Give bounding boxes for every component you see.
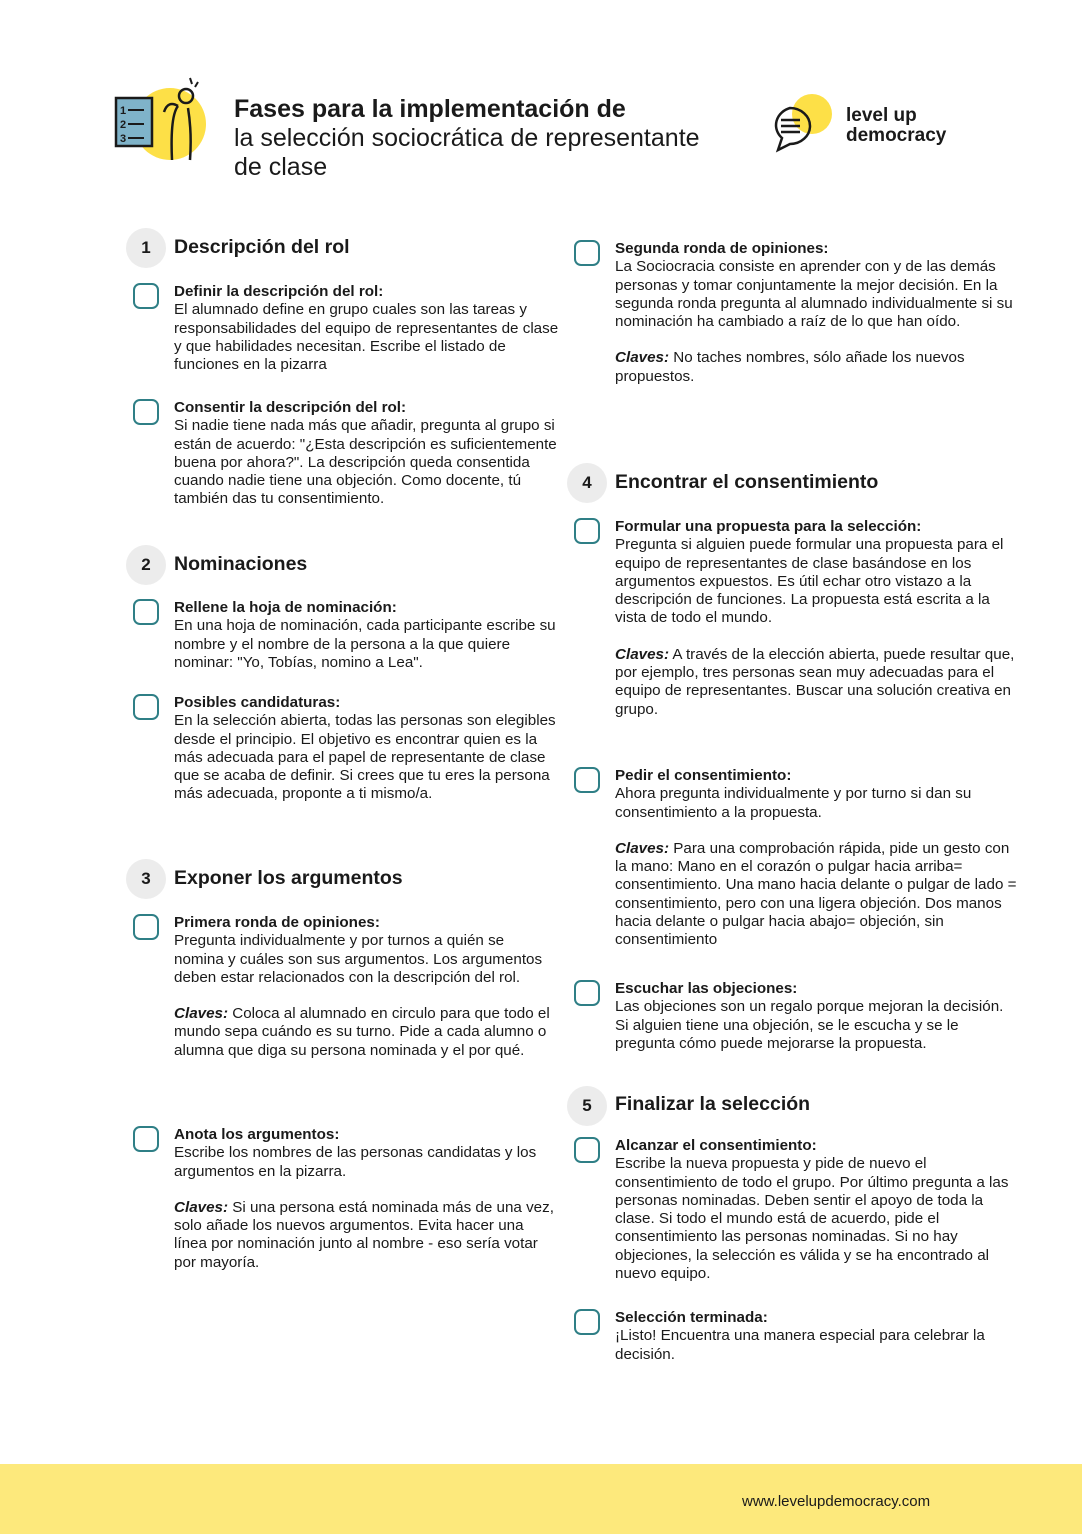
claves-note	[615, 349, 1020, 386]
checkbox[interactable]	[574, 767, 600, 793]
claves-note	[174, 1005, 554, 1060]
logo	[768, 92, 968, 156]
item-text: Escribe la nueva propuesta y pide de nuevo el consentimiento de todo el grupo. Por último pregunta a las personas nominadas. Deben sentir el apoyo de toda la clase. Si todo el mundo está de acuerdo, pide el consentimiento las personas nominadas. Si no hay objeciones, la selección es válida y se ha encontrado al nuevo equipo.	[615, 1155, 1009, 1283]
section-title: Finalizar la selección	[615, 1093, 811, 1115]
checkbox[interactable]	[574, 518, 600, 544]
section-number: 5	[567, 1086, 607, 1126]
svg-text:1: 1	[120, 105, 127, 117]
claves-note	[174, 1199, 559, 1272]
svg-text:3: 3	[120, 133, 127, 145]
section-number: 2	[126, 545, 166, 585]
claves-text: Para una comprobación rápida, pide un gesto con la mano: Mano en el corazón o pulgar hacia arriba= consentimiento. Una mano hacia delante o pulgar de lado = consentimiento, pero con una ligera objeción. Dos manos hacia delante o pulgar hacia abajo= objeción, sin consentimiento	[615, 839, 1017, 949]
section-title: Exponer los argumentos	[174, 867, 403, 889]
section-number: 3	[126, 859, 166, 899]
section-number: 4	[567, 463, 607, 503]
item-title: Primera ronda de opiniones:	[174, 914, 380, 931]
item-text: En una hoja de nominación, cada participante escribe su nombre y el nombre de la persona a la que quiere nominar: "Yo, Tobías, nomino a Lea".	[174, 617, 556, 671]
item-title: Segunda ronda de opiniones:	[615, 240, 829, 257]
checklist-person-icon	[112, 72, 208, 168]
title-line-2: la selección sociocrática de representante	[234, 124, 700, 152]
item-text: Ahora pregunta individualmente y por turno si dan su consentimiento a la propuesta.	[615, 785, 972, 821]
item-title: Anota los argumentos:	[174, 1126, 340, 1143]
item-title: Definir la descripción del rol:	[174, 283, 384, 300]
checkbox[interactable]	[574, 1309, 600, 1335]
checkbox[interactable]	[133, 399, 159, 425]
claves-label: Claves:	[615, 645, 670, 663]
item-text: Si nadie tiene nada más que añadir, pregunta al grupo si están de acuerdo: "¿Esta descripción es suficientemente buena por ahora?". La descripción queda consentida cuando nadie tiene una objeción. Como docente, tú también das tu consentimiento.	[174, 417, 557, 508]
claves-label: Claves:	[615, 349, 670, 367]
item-title: Consentir la descripción del rol:	[174, 399, 407, 416]
item-text: Escribe los nombres de las personas candidatas y los argumentos en la pizarra.	[174, 1144, 537, 1180]
section-title: Nominaciones	[174, 553, 308, 575]
section-title: Encontrar el consentimiento	[615, 471, 879, 493]
logo-text	[846, 106, 946, 146]
item-text: Pregunta individualmente y por turnos a quién se nomina y cuáles son sus argumentos. Los argumentos deben estar relacionados con la descripción del rol.	[174, 932, 543, 986]
claves-note	[615, 646, 1020, 719]
section-number: 1	[126, 228, 166, 268]
item-title: Pedir el consentimiento:	[615, 767, 792, 784]
svg-text:2: 2	[120, 119, 127, 131]
item-text: En la selección abierta, todas las personas son elegibles desde el principio. El objetivo es encontrar quien es la más adecuada para el papel de representante de clase que se acaba de definir. Si crees que tu eres la persona más adecuada, proponte a ti mismo/a.	[174, 712, 556, 803]
claves-label: Claves:	[174, 1005, 229, 1023]
item-text: El alumnado define en grupo cuales son las tareas y responsabilidades del equipo de representantes de clase y que habilidades necesitan. Escribe el listado de funciones en la pizarra	[174, 301, 559, 374]
item-title: Formular una propuesta para la selección:	[615, 518, 922, 535]
section-title: Descripción del rol	[174, 236, 350, 258]
page-title	[234, 94, 754, 182]
checkbox[interactable]	[574, 980, 600, 1006]
checkbox[interactable]	[133, 283, 159, 309]
item-title: Selección terminada:	[615, 1309, 768, 1326]
claves-text: Coloca al alumnado en circulo para que todo el mundo sepa cuándo es su turno. Pide a cada alumno o alumna que diga su persona nominada y el por qué.	[174, 1005, 550, 1059]
item-text: La Sociocracia consiste en aprender con y de las demás personas y tomar conjuntamente la mejor decisión. En la segunda ronda pregunta al alumnado individualmente si su nominación ha cambiado a raíz de lo que han oído.	[615, 258, 1013, 331]
item-text: Pregunta si alguien puede formular una propuesta para el equipo de representantes de clase basándose en los argumentos expuestos. Es útil echar otro vistazo a la descripción de funciones. La propuesta está escrita a la vista de todo el mundo.	[615, 536, 1004, 627]
footer-bar	[0, 1464, 1082, 1534]
checkbox[interactable]	[133, 694, 159, 720]
claves-text: No taches nombres, sólo añade los nuevos propuestos.	[615, 349, 965, 385]
item-text: ¡Listo! Encuentra una manera especial para celebrar la decisión.	[615, 1327, 985, 1363]
item-title: Rellene la hoja de nominación:	[174, 599, 397, 616]
item-text: Las objeciones son un regalo porque mejoran la decisión. Si alguien tiene una objeción, se le escucha y se le pregunta cómo puede mejorarse la propuesta.	[615, 998, 1004, 1052]
checkbox[interactable]	[574, 240, 600, 266]
claves-note	[615, 840, 1020, 950]
speech-bubble-icon	[768, 92, 838, 156]
title-line-3: de clase	[234, 153, 328, 181]
checkbox[interactable]	[133, 599, 159, 625]
claves-text: Si una persona está nominada más de una vez, solo añade los nuevos argumentos. Evita hacer una línea por nominación junto al nombre - eso sería votar por mayoría.	[174, 1198, 554, 1271]
logo-line-2: democracy	[846, 125, 947, 146]
item-title: Posibles candidaturas:	[174, 694, 341, 711]
item-title: Alcanzar el consentimiento:	[615, 1137, 817, 1154]
claves-label: Claves:	[174, 1198, 229, 1216]
claves-label: Claves:	[615, 839, 670, 857]
checkbox[interactable]	[574, 1137, 600, 1163]
item-title: Escuchar las objeciones:	[615, 980, 798, 997]
footer-url[interactable]: www.levelupdemocracy.com	[742, 1493, 931, 1510]
title-bold: Fases para la implementación de	[234, 95, 626, 123]
claves-text: A través de la elección abierta, puede resultar que, por ejemplo, tres personas sean muy adecuadas para el equipo de representantes. Buscar una solución creativa en grupo.	[615, 645, 1015, 718]
logo-line-1: level up	[846, 105, 917, 126]
checkbox[interactable]	[133, 1126, 159, 1152]
checkbox[interactable]	[133, 914, 159, 940]
